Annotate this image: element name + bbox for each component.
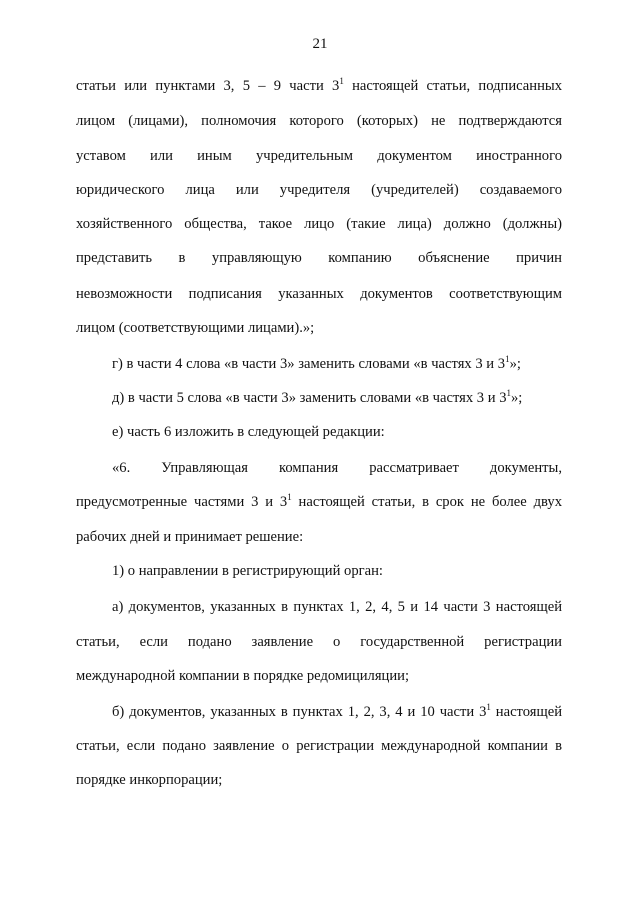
line-text-after: настоящей статьи, подписанных <box>343 78 562 94</box>
text-line <box>76 736 562 756</box>
text-line <box>76 632 562 652</box>
line-text: лицом (лицами), полномочия которого (которых) не подтверждаются <box>76 113 562 129</box>
text-line <box>76 146 562 166</box>
line-text: г) в части 4 слова «в части 3» заменить словами «в частях 3 и 3 <box>112 356 506 372</box>
text-line <box>76 527 562 547</box>
line-text: статьи, если подано заявление о регистрации международной компании в <box>76 738 562 754</box>
line-text: представить в управляющую компанию объяснение причин <box>76 250 562 266</box>
text-line <box>76 458 562 478</box>
text-line <box>76 111 562 131</box>
line-text: юридического лица или учредителя (учредителей) создаваемого <box>76 182 562 198</box>
text-line <box>76 248 562 268</box>
page-number: 21 <box>312 36 328 52</box>
text-line <box>76 180 562 200</box>
superscript: 1 <box>339 76 344 86</box>
text-line <box>76 666 562 686</box>
line-text: е) часть 6 изложить в следующей редакции: <box>112 424 385 440</box>
superscript: 1 <box>505 354 510 364</box>
text-line <box>76 492 562 512</box>
line-text: порядке инкорпорации; <box>76 772 223 788</box>
text-line <box>76 214 562 234</box>
line-text: уставом или иным учредительным документом иностранного <box>76 148 562 164</box>
line-text-after: »; <box>511 390 523 406</box>
line-text: «6. Управляющая компания рассматривает документы, <box>112 460 562 476</box>
line-text: хозяйственного общества, такое лицо (такие лица) должно (должны) <box>76 216 562 232</box>
line-text-after: настоящей <box>490 704 563 720</box>
text-line <box>76 702 562 722</box>
line-text: предусмотренные частями 3 и 3 <box>76 494 288 510</box>
line-text: статьи, если подано заявление о государственной регистрации <box>76 634 562 650</box>
line-text: а) документов, указанных в пунктах 1, 2, 4, 5 и 14 части 3 настоящей <box>112 599 562 615</box>
superscript: 1 <box>506 388 511 398</box>
text-line <box>76 318 562 338</box>
line-text: международной компании в порядке редомициляции; <box>76 668 410 684</box>
line-text: б) документов, указанных в пунктах 1, 2, 3, 4 и 10 части 3 <box>112 704 487 720</box>
line-text: д) в части 5 слова «в части 3» заменить словами «в частях 3 и 3 <box>112 390 507 406</box>
text-line <box>76 770 562 790</box>
line-text: статьи или пунктами 3, 5 – 9 части 3 <box>76 78 340 94</box>
line-text: невозможности подписания указанных документов соответствующим <box>76 286 562 302</box>
superscript: 1 <box>486 702 491 712</box>
line-text: рабочих дней и принимает решение: <box>76 529 304 545</box>
line-text: лицом (соответствующими лицами).»; <box>76 320 315 336</box>
text-line <box>76 422 562 442</box>
line-text: 1) о направлении в регистрирующий орган: <box>112 563 383 579</box>
text-line <box>76 284 562 304</box>
superscript: 1 <box>287 492 292 502</box>
text-line <box>76 388 562 408</box>
text-line <box>76 354 562 374</box>
line-text-after: настоящей статьи, в срок не более двух <box>291 494 562 510</box>
line-text-after: »; <box>509 356 521 372</box>
text-line <box>76 561 562 581</box>
text-line <box>76 597 562 617</box>
text-line <box>76 76 562 96</box>
